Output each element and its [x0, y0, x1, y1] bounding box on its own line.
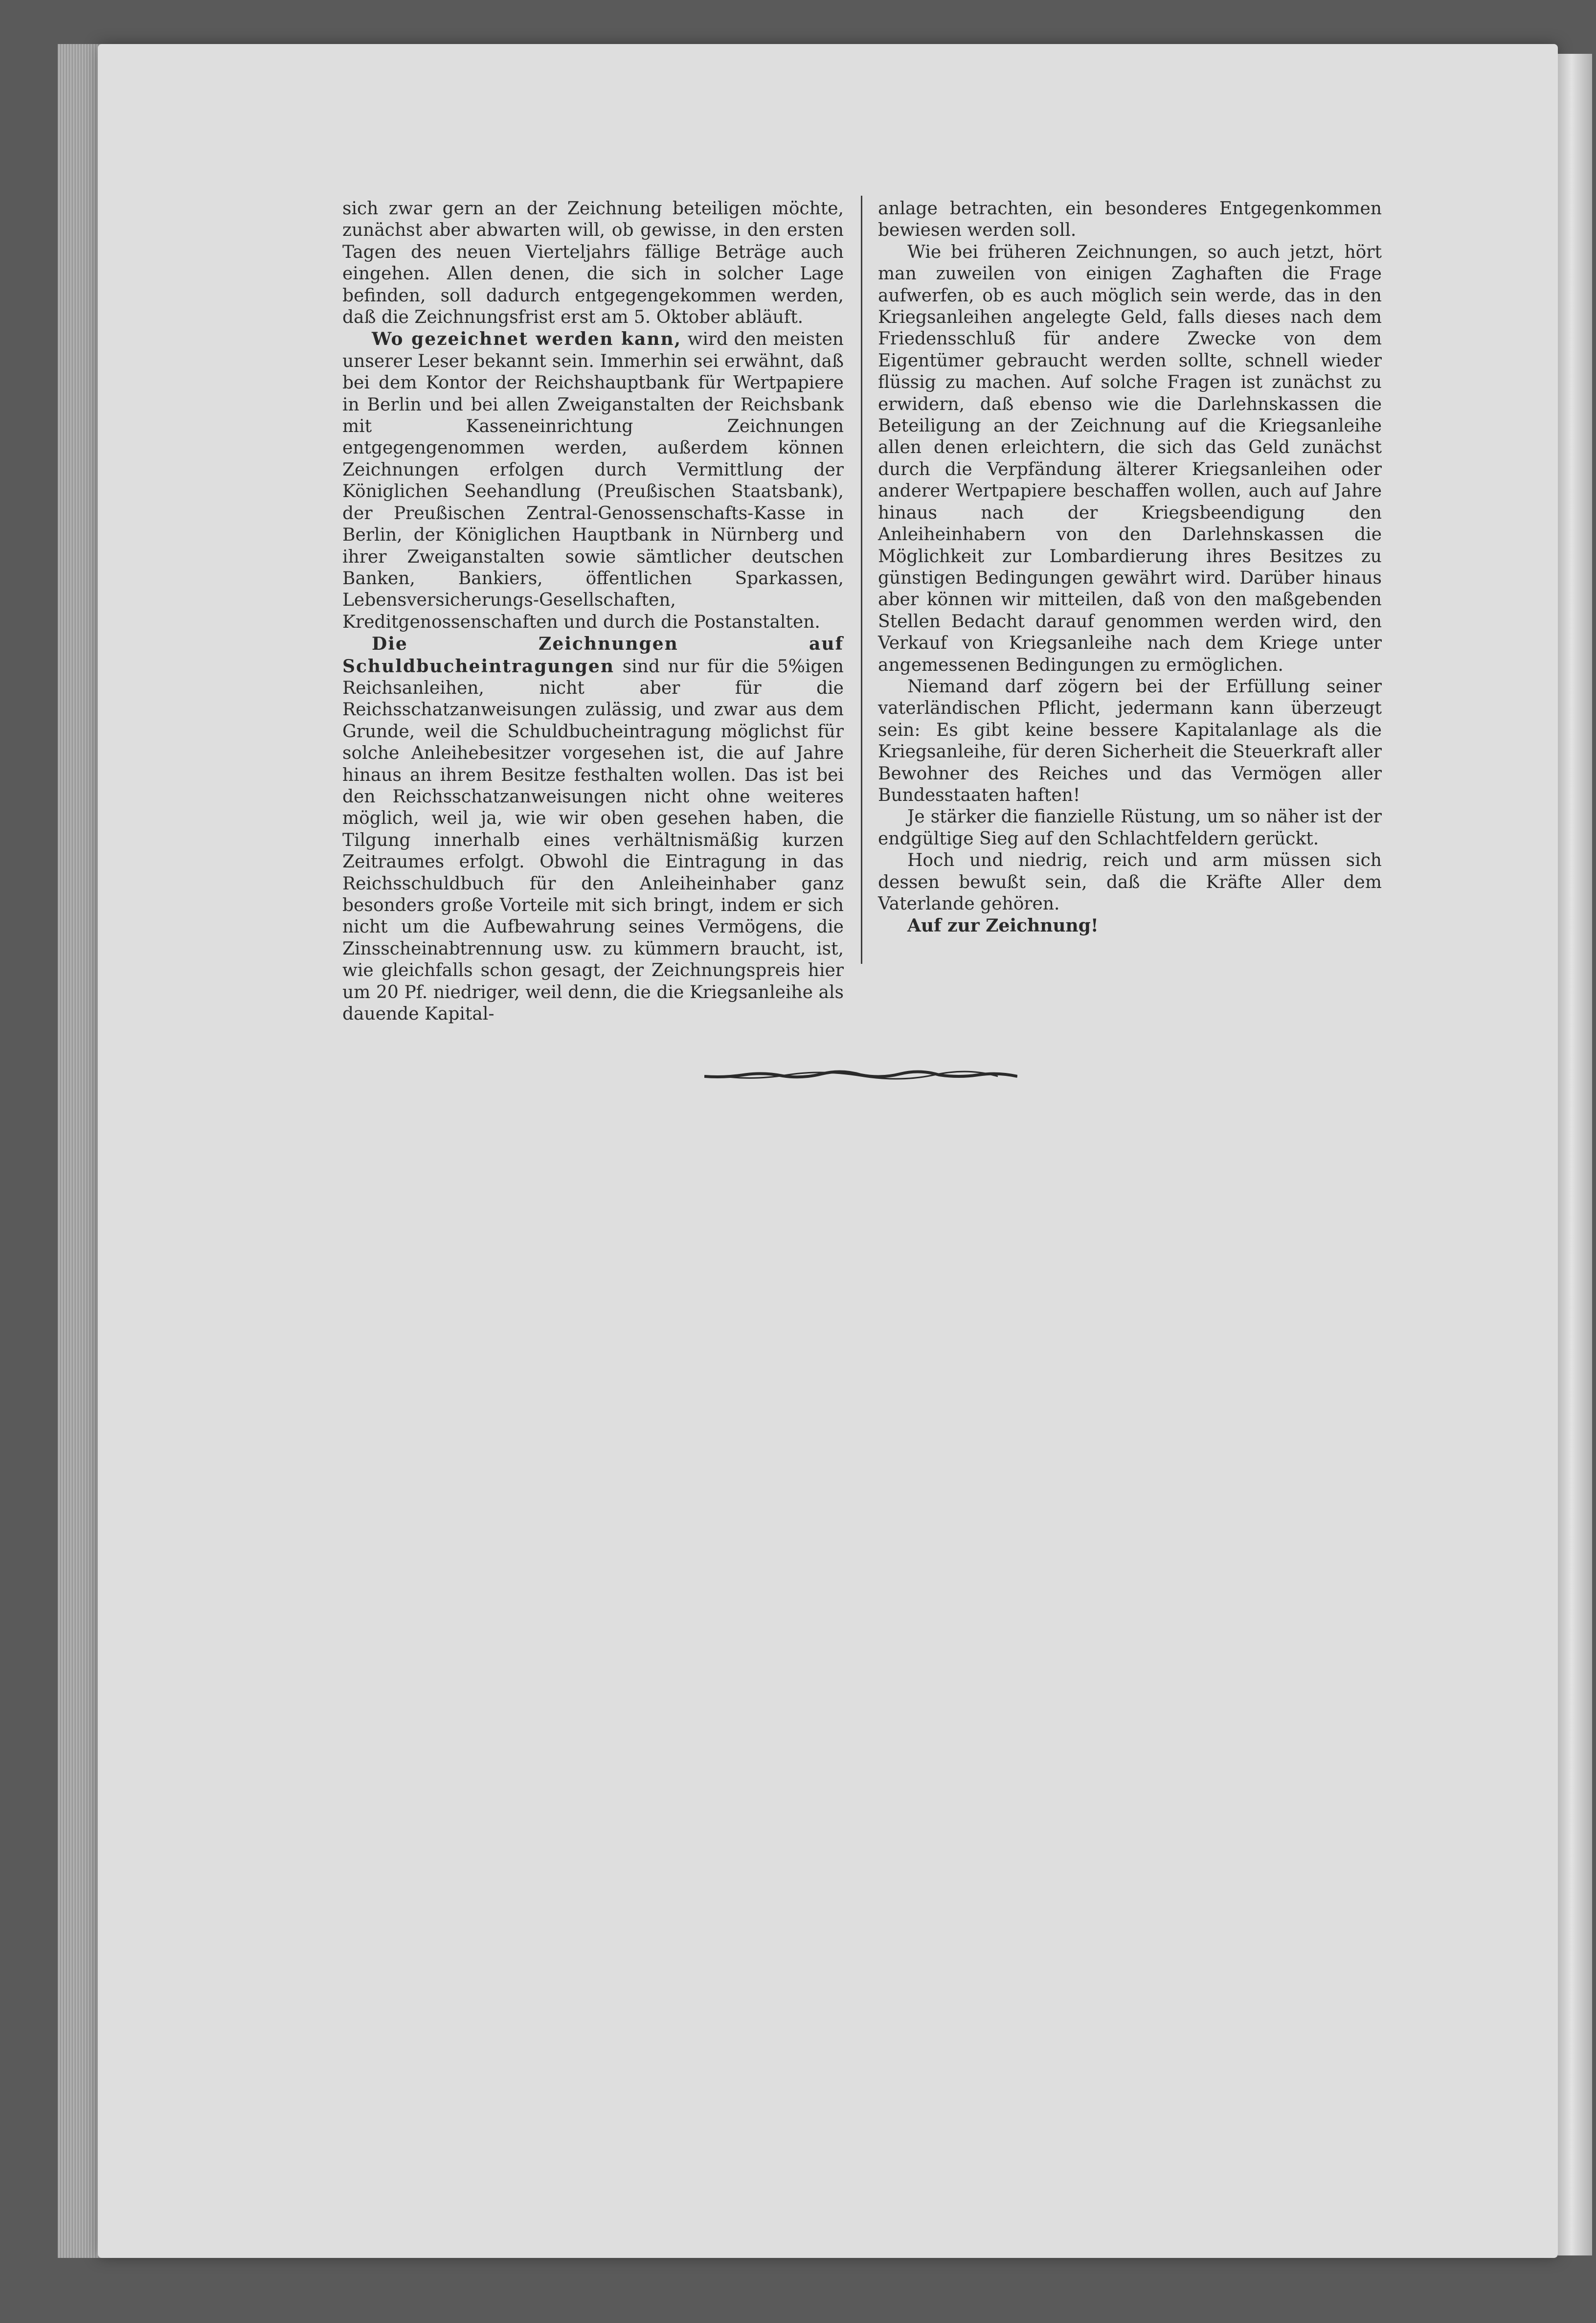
- left-paragraph-3-body: sind nur für die 5%igen Reichsanleihen, nicht aber für die Reichsschatzanweisungen zulässig, und zwar aus dem Grunde, weil die Schuldbucheintragung möglichst für solche Anleihebesitzer vorgesehen ist, die auf Jahre hinaus an ihrem Besitze festhalten wollen. Das ist bei den Reichsschatzanweisungen nicht ohne weiteres möglich, weil ja, wie wir oben gesehen haben, die Tilgung innerhalb eines verhältnismäßig kurzen Zeitraumes erfolgt. Obwohl die Eintragung in das Reichsschuldbuch für den Anleiheinhaber ganz besonders große Vorteile mit sich bringt, indem er sich nicht um die Aufbewahrung seines Vermögens, die Zinsscheinabtrennung usw. zu kümmern braucht, ist, wie gleichfalls schon gesagt, der Zeichnungspreis hier um 20 Pf. niedriger, weil denn, die die Kriegsanleihe als dauende Kapital-: [342, 656, 844, 1025]
- left-paragraph-3: [342, 633, 844, 1025]
- left-paragraph-1: sich zwar gern an der Zeichnung beteiligen möchte, zunächst aber abwarten will, ob gewisse, in den ersten Tagen des neuen Vierteljahrs fällige Beträge auch eingehen. Allen denen, die sich in solcher Lage befinden, soll dadurch entgegengekommen werden, daß die Zeichnungsfrist erst am 5. Oktober abläuft.: [342, 199, 844, 328]
- right-paragraph-5: Hoch und niedrig, reich und arm müssen sich dessen bewußt sein, daß die Kräfte Aller dem Vaterlande gehören.: [878, 850, 1382, 914]
- left-paragraph-2-lead: Wo gezeichnet werden kann,: [372, 329, 682, 350]
- right-paragraph-4: Je stärker die fianzielle Rüstung, um so näher ist der endgültige Sieg auf den Schlachtfeldern gerückt.: [878, 807, 1382, 849]
- column-divider: [861, 196, 862, 964]
- page-edge-stack-left: [58, 44, 104, 2258]
- right-column: [878, 198, 1382, 937]
- left-paragraph-2-body: wird den meisten unserer Leser bekannt sein. Immerhin sei erwähnt, daß bei dem Kontor der Reichshauptbank für Wertpapiere in Berlin und bei allen Zweiganstalten der Reichsbank mit Kasseneinrichtung Zeichnungen entgegengenommen werden, außerdem können Zeichnungen erfolgen durch Vermittlung der Königlichen Seehandlung (Preußischen Staatsbank), der Preußischen Zentral-Genossenschafts-Kasse in Berlin, der Königlichen Hauptbank in Nürnberg und ihrer Zweiganstalten sowie sämtlicher deutschen Banken, Bankiers, öffentlichen Sparkassen, Lebensversicherungs-Gesellschaften, Kreditgenossenschaften und durch die Postanstalten.: [342, 329, 844, 632]
- right-paragraph-2: Wie bei früheren Zeichnungen, so auch jetzt, hört man zuweilen von einigen Zaghaften die Frage aufwerfen, ob es auch möglich sein werde, das in den Kriegsanleihen angelegte Geld, falls dieses nach dem Friedensschluß für andere Zwecke von dem Eigentümer gebraucht werden sollte, schnell wieder flüssig zu machen. Auf solche Fragen ist zunächst zu erwidern, daß ebenso wie die Darlehnskassen die Beteiligung an der Zeichnung auf die Kriegsanleihe allen denen erleichtern, die sich das Geld zunächst durch die Verpfändung älterer Kriegsanleihen oder anderer Wertpapiere beschaffen wollen, auch auf Jahre hinaus nach der Kriegsbeendigung den Anleiheinhabern von den Darlehnskassen die Möglichkeit zur Lombardierung ihres Besitzes zu günstigen Bedingungen gewährt wird. Darüber hinaus aber können wir mitteilen, daß von den maßgebenden Stellen Bedacht darauf genommen werden wird, den Verkauf von Kriegsanleihe nach dem Kriege unter angemessenen Bedingungen zu ermöglichen.: [878, 242, 1382, 675]
- wavy-rule-ornament-icon: [704, 1064, 1017, 1091]
- left-paragraph-2: [342, 328, 844, 633]
- page-edge-right: [1558, 54, 1592, 2255]
- left-paragraph-3-lead: Die Zeichnungen auf Schuldbucheintragungen: [342, 634, 844, 677]
- left-column: [342, 198, 844, 1025]
- right-paragraph-3: Niemand darf zögern bei der Erfüllung seiner vaterländischen Pflicht, jedermann kann überzeugt sein: Es gibt keine bessere Kapitalanlage als die Kriegsanleihe, für deren Sicherheit die Steuerkraft aller Bewohner des Reiches und das Vermögen aller Bundesstaaten haften!: [878, 676, 1382, 805]
- right-paragraph-1: anlage betrachten, ein besonderes Entgegenkommen bewiesen werden soll.: [878, 199, 1382, 241]
- closing-call: Auf zur Zeichnung!: [907, 915, 1099, 936]
